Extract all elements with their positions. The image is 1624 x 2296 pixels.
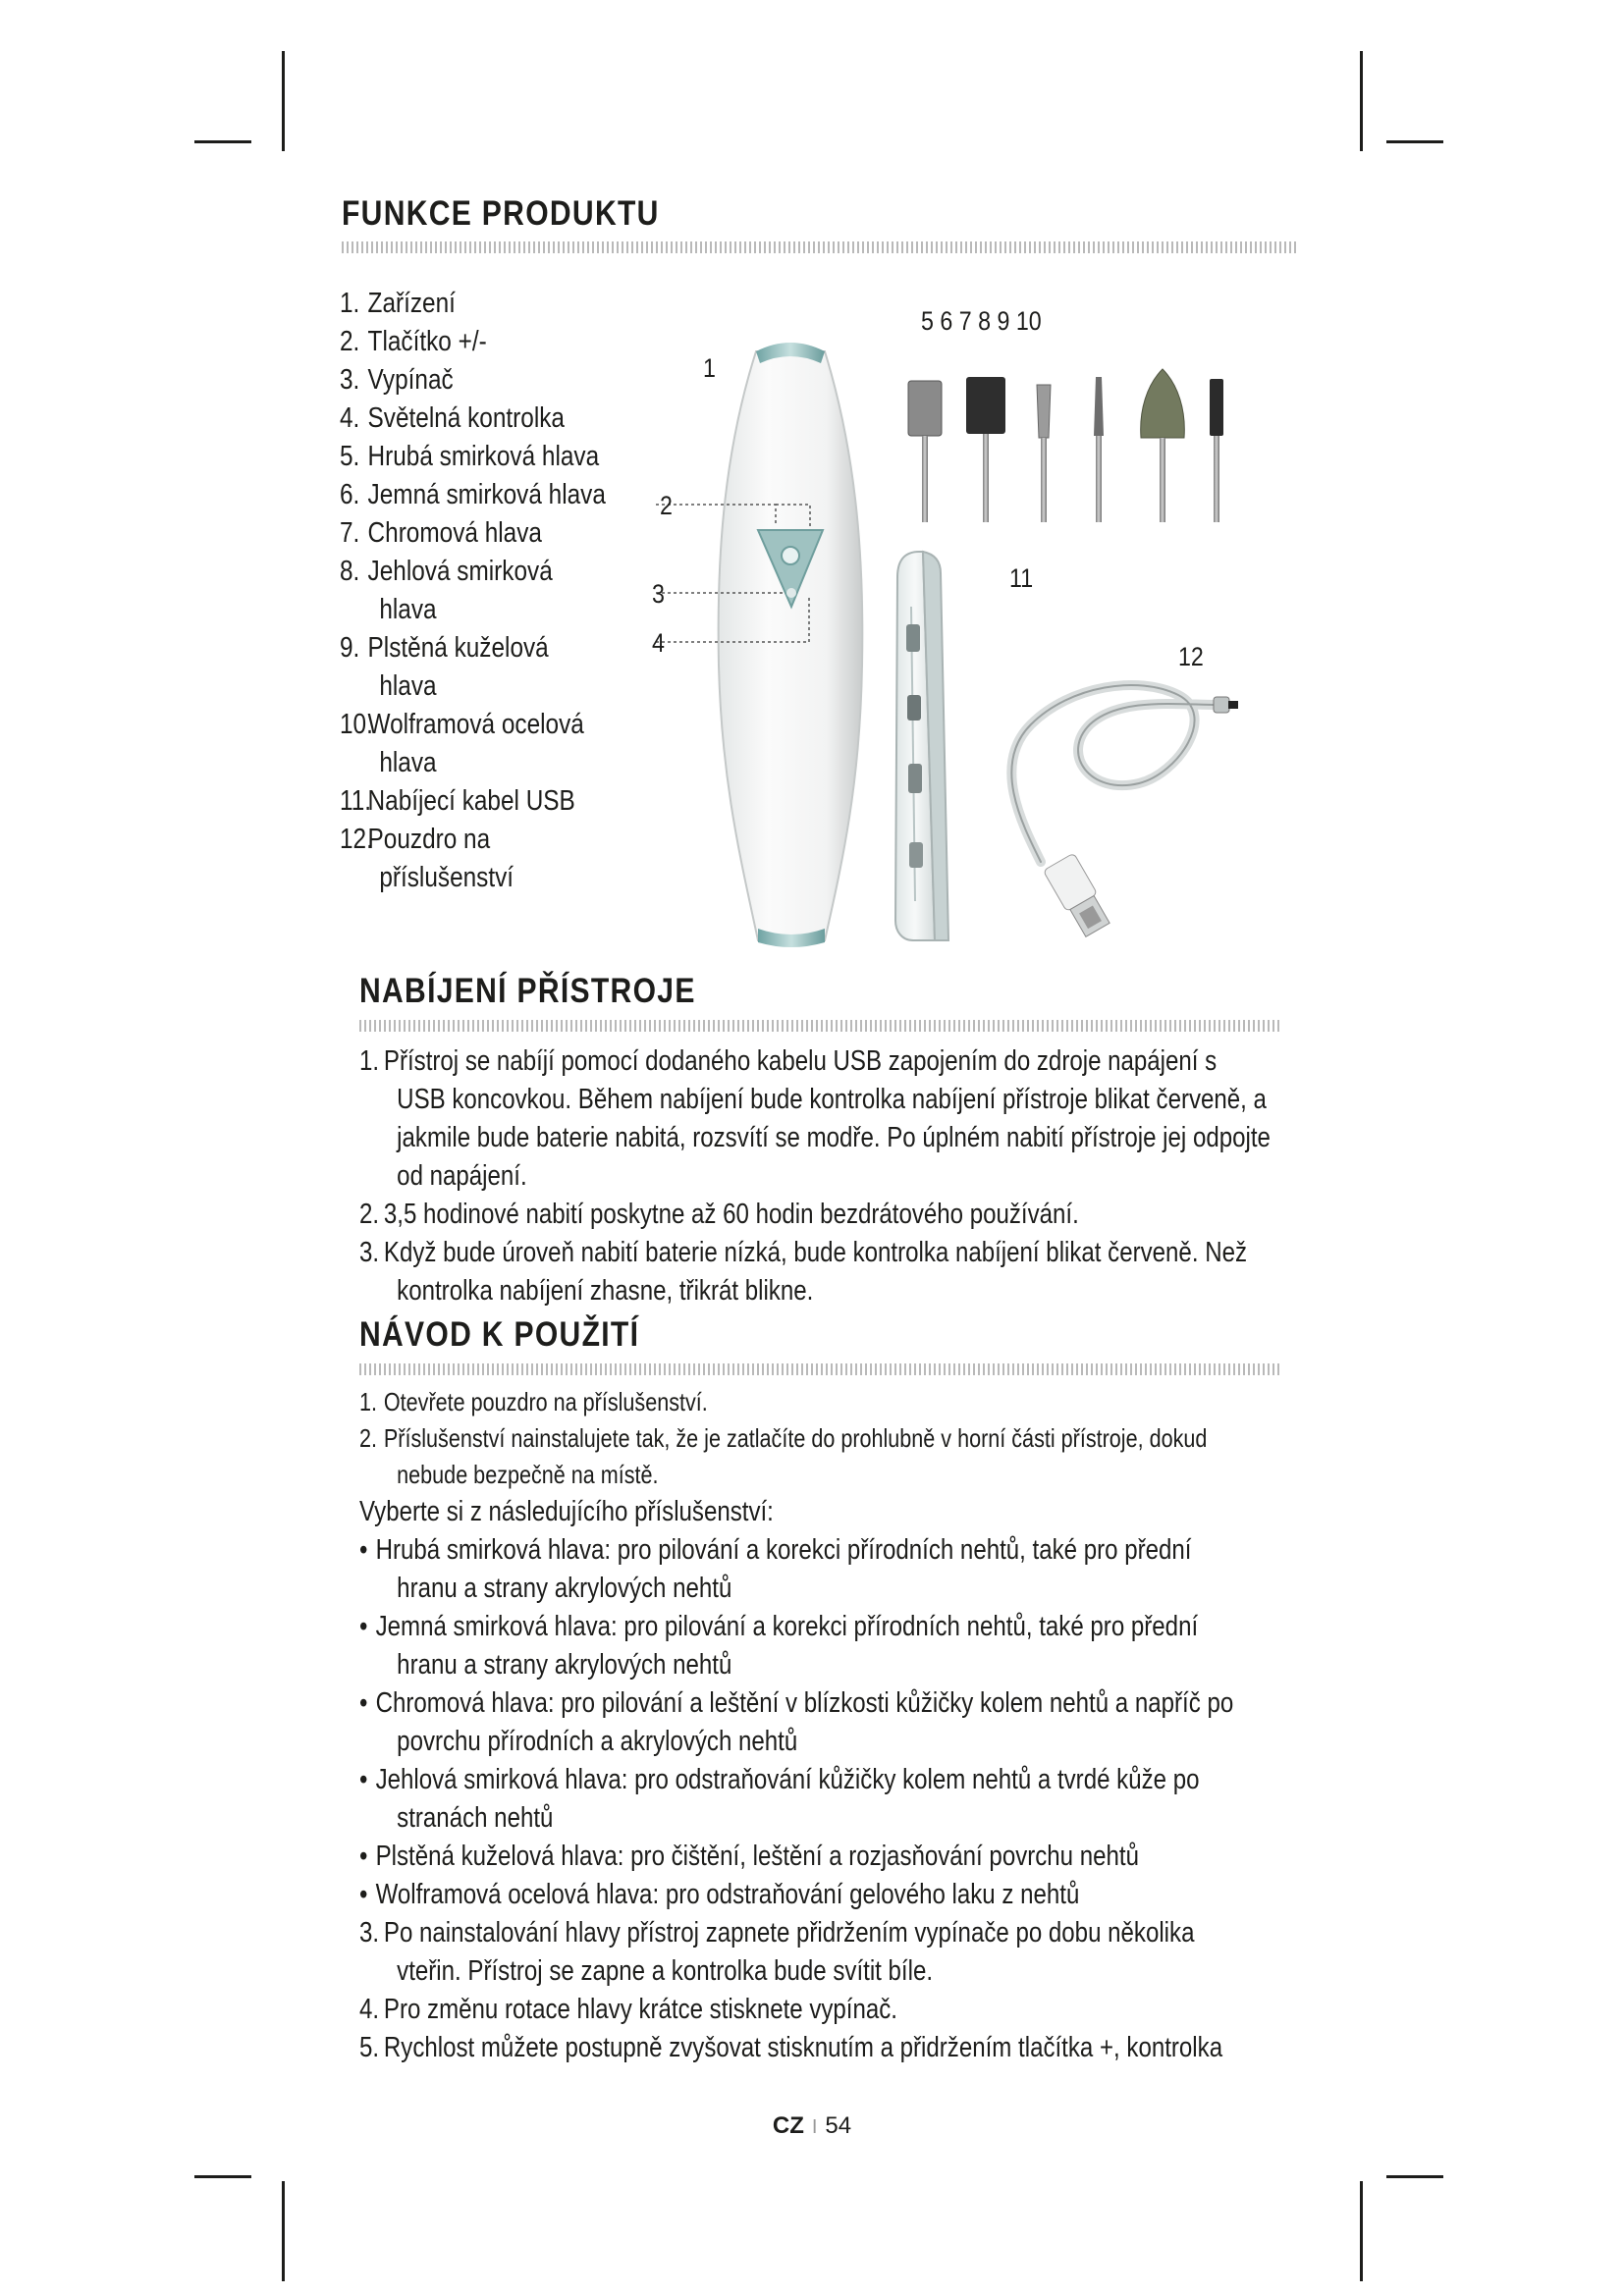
bullet-icon: •	[359, 1534, 368, 1566]
footer-separator: I	[811, 2116, 818, 2138]
section-title-charging: NABÍJENÍ PŘÍSTROJE	[359, 972, 696, 1010]
list-item: 3. Když bude úroveň nabití baterie nízká, bude kontrolka nabíjení blikat červeně. Než kontrolka nabíjení zhasne, třikrát blikne.	[359, 1237, 1247, 1307]
list-item: • Plstěná kuželová hlava: pro čištění, leštění a rozjasňování povrchu nehtů	[359, 1838, 1125, 1876]
crop-mark	[1386, 2175, 1443, 2178]
crop-mark	[194, 2175, 251, 2178]
language-code: CZ	[772, 2112, 804, 2139]
list-item: 1. Přístroj se nabíjí pomocí dodaného kabelu USB zapojením do zdroje napájení s USB koncovkou. Během nabíjení bude kontrolka nabíjení přístroje blikat červeně, a jakmile bude baterie nabitá, rozsvítí se modře. Po úplném nabití přístroje jej odpojte od napájení.	[359, 1045, 1271, 1192]
section-divider	[359, 1020, 1282, 1032]
page-footer	[0, 2112, 1624, 2140]
section-title-features: FUNKCE PRODUKTU	[342, 194, 660, 233]
list-item: 5. Hrubá smirková hlava	[340, 441, 600, 472]
figure-label-2: 2	[660, 491, 673, 520]
figure-label-1: 1	[703, 353, 716, 383]
bullet-icon: •	[359, 1611, 368, 1642]
list-item: 2. Tlačítko +/-	[340, 326, 487, 357]
list-item: 2. 3,5 hodinové nabití poskytne až 60 hodin bezdrátového používání.	[359, 1199, 1079, 1230]
list-item: 12.Pouzdro na příslušenství	[340, 824, 514, 893]
attachment-heads	[908, 369, 1223, 522]
figure-label-12: 12	[1178, 642, 1204, 671]
crop-mark	[1360, 2181, 1363, 2281]
figure-label-heads: 5 6 7 8 9 10	[921, 306, 1042, 336]
bullet-icon: •	[359, 1879, 368, 1910]
storage-case	[895, 552, 948, 940]
figure-label-11: 11	[1009, 563, 1034, 593]
list-item: 8. Jehlová smirková hlava	[340, 556, 553, 625]
crop-mark	[282, 51, 285, 151]
crop-mark	[1386, 140, 1443, 143]
feature-list	[340, 285, 664, 897]
list-item: 9. Plstěná kuželová hlava	[340, 632, 549, 702]
bullet-icon: •	[359, 1841, 368, 1872]
charging-steps	[359, 1042, 1282, 1310]
list-item: • Jemná smirková hlava: pro pilování a korekci přírodních nehtů, také pro přední hranu a strany akrylových nehtů	[359, 1608, 1125, 1684]
crop-mark	[282, 2181, 285, 2281]
figure-label-4: 4	[652, 628, 665, 658]
list-item: • Jehlová smirková hlava: pro odstraňování kůžičky kolem nehtů a tvrdé kůže po stranách nehtů	[359, 1761, 1125, 1838]
list-item: 10.Wolframová ocelová hlava	[340, 709, 584, 778]
list-item: 2. Příslušenství nainstalujete tak, že je zatlačíte do prohlubně v horní části přístroje, dokud nebude bezpečně na místě.	[359, 1423, 1208, 1489]
list-item: 11.Nabíjecí kabel USB	[340, 785, 575, 817]
section-divider	[342, 241, 1299, 253]
usage-intro: Vyberte si z následujícího příslušenství:	[359, 1496, 774, 1527]
list-item: 7. Chromová hlava	[340, 517, 542, 549]
page-number: 54	[825, 2112, 852, 2139]
list-item: • Hrubá smirková hlava: pro pilování a korekci přírodních nehtů, také pro přední hranu a strany akrylových nehtů	[359, 1531, 1125, 1608]
crop-mark	[194, 140, 251, 143]
product-figure	[628, 306, 1296, 960]
usage-steps	[359, 1384, 1282, 2067]
usb-cable	[1011, 685, 1238, 938]
list-item: 4. Světelná kontrolka	[340, 402, 565, 434]
product-illustration	[628, 312, 1296, 960]
bullet-icon: •	[359, 1687, 368, 1719]
list-item: 6. Jemná smirková hlava	[340, 479, 606, 510]
list-item: 4. Pro změnu rotace hlavy krátce stisknete vypínač.	[359, 1994, 897, 2025]
list-item: 1. Zařízení	[340, 288, 456, 319]
list-item: 3. Po nainstalování hlavy přístroj zapnete přidržením vypínače po dobu několika vteřin. Přístroj se zapne a kontrolka bude svítit bíle.	[359, 1917, 1195, 1987]
section-title-usage: NÁVOD K POUŽITÍ	[359, 1315, 640, 1354]
figure-label-3: 3	[652, 579, 665, 609]
list-item: 1. Otevřete pouzdro na příslušenství.	[359, 1387, 708, 1416]
list-item: • Wolframová ocelová hlava: pro odstraňování gelového laku z nehtů	[359, 1876, 1125, 1914]
list-item: 3. Vypínač	[340, 364, 454, 396]
section-divider	[359, 1363, 1282, 1375]
list-item: • Chromová hlava: pro pilování a leštění v blízkosti kůžičky kolem nehtů a napříč po povrchu přírodních a akrylových nehtů	[359, 1684, 1125, 1761]
crop-mark	[1360, 51, 1363, 151]
list-item: 5. Rychlost můžete postupně zvyšovat stisknutím a přidržením tlačítka +, kontrolka	[359, 2032, 1223, 2063]
device-body	[719, 343, 863, 947]
bullet-icon: •	[359, 1764, 368, 1795]
